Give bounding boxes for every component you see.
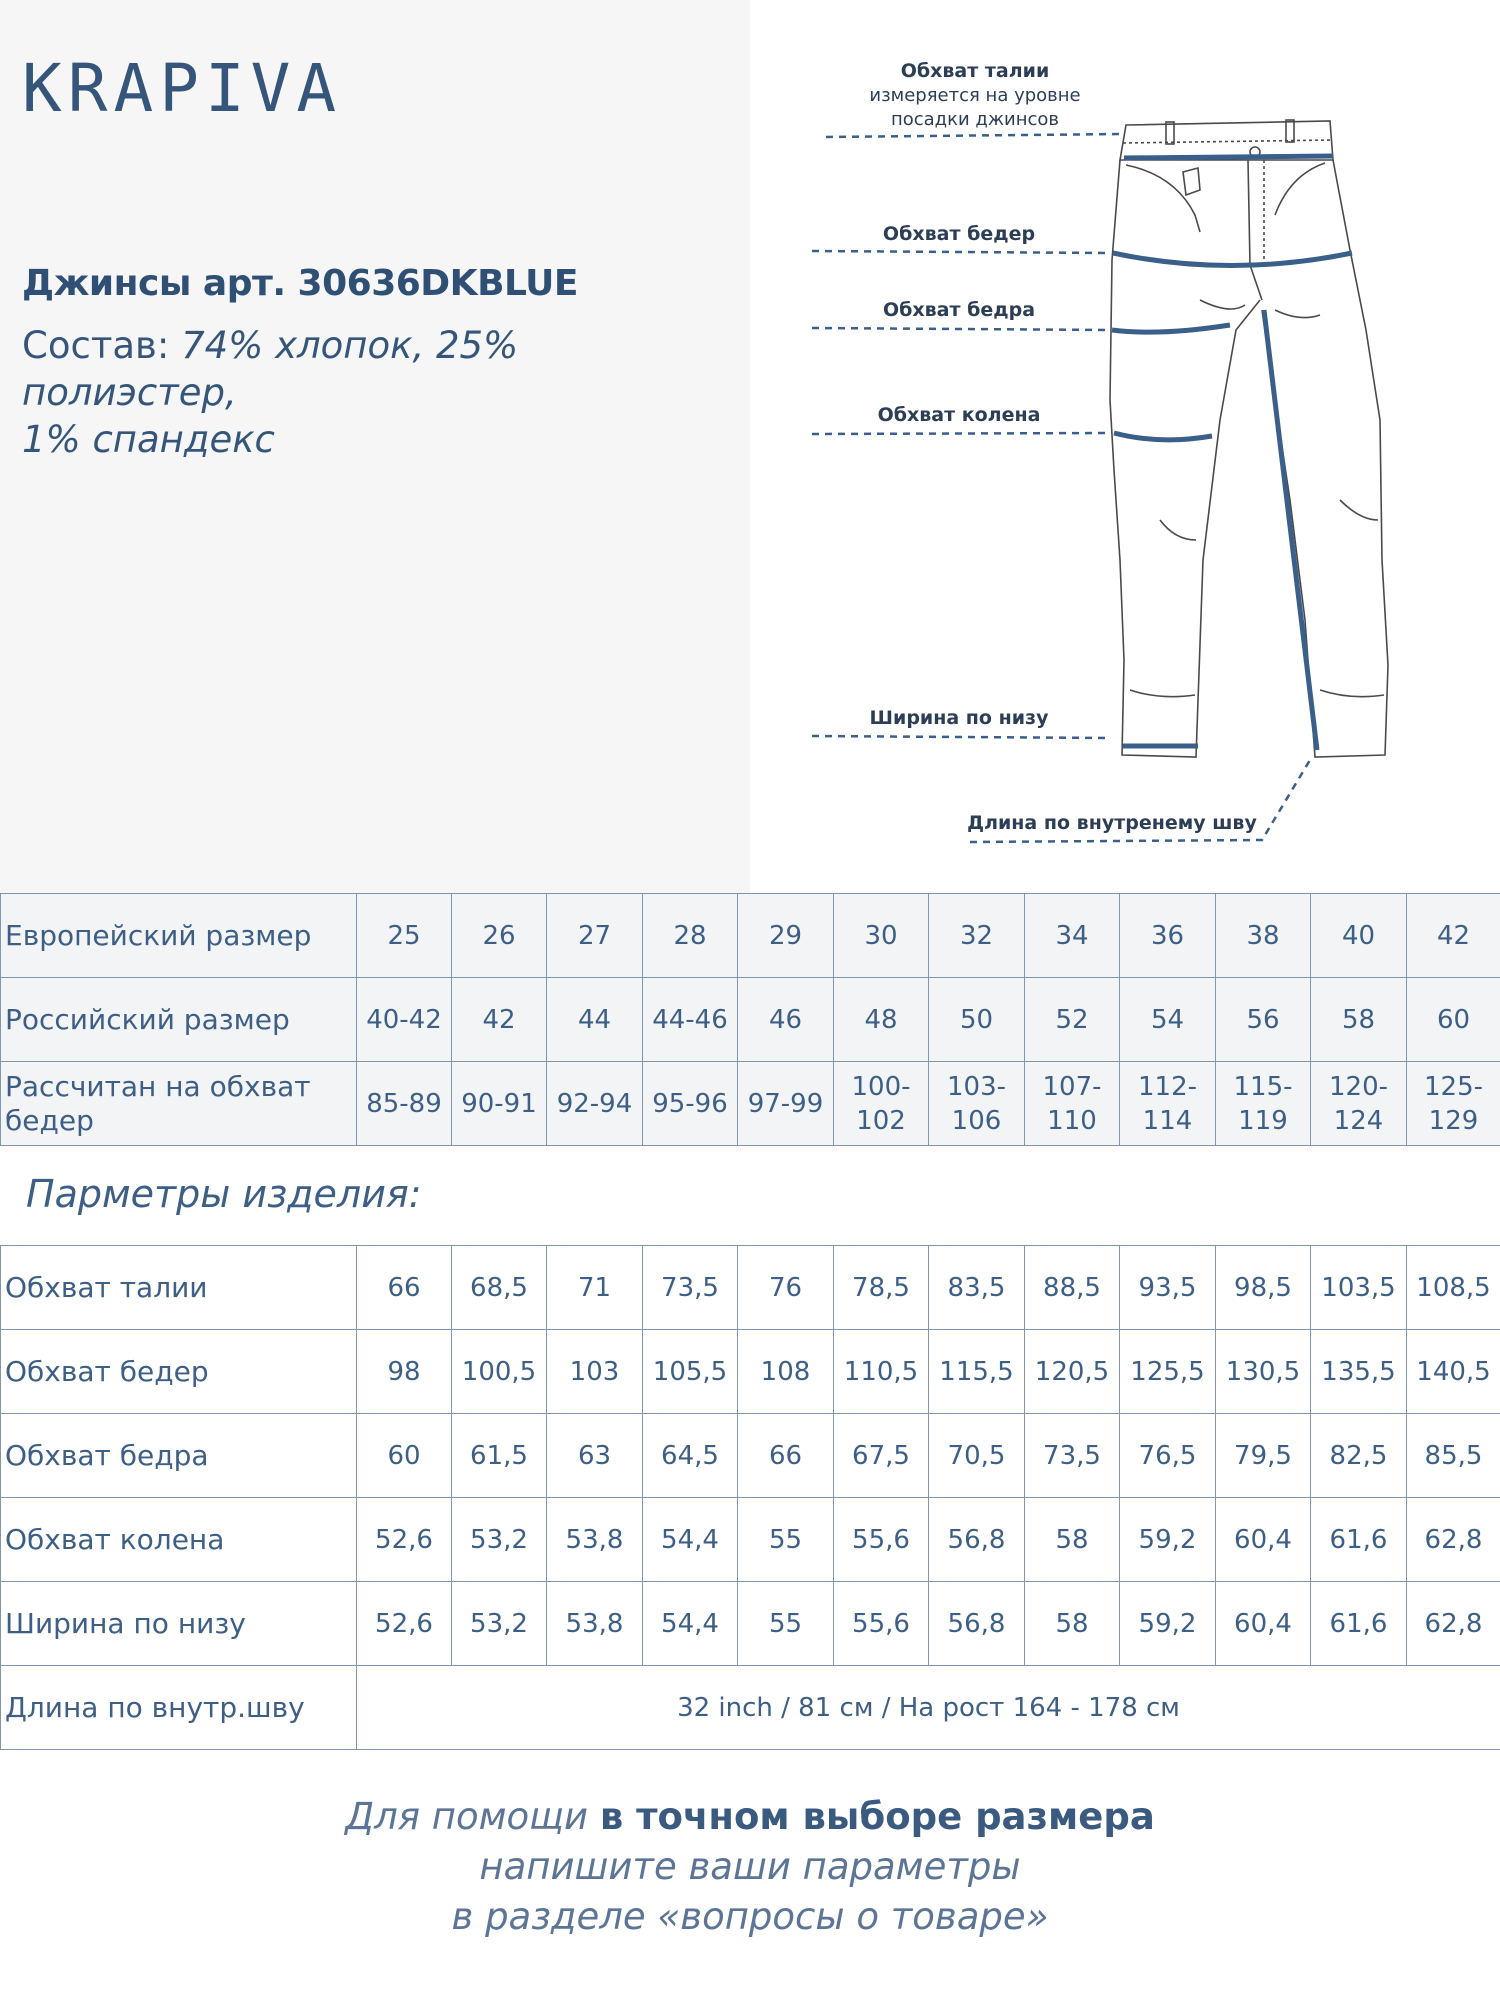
table-cell: 60 — [1407, 978, 1500, 1062]
table-cell: 42 — [1407, 894, 1500, 978]
table-cell: 66 — [357, 1246, 452, 1330]
table-cell: 120-124 — [1311, 1062, 1407, 1146]
table-cell: 25 — [357, 894, 452, 978]
params-heading: Парметры изделия: — [26, 1172, 422, 1216]
product-composition — [22, 322, 722, 463]
brand-logo: KRAPIVA — [22, 50, 343, 127]
table-cell: 110,5 — [834, 1330, 929, 1414]
table-cell: 85,5 — [1407, 1414, 1500, 1498]
label-knee: Обхват колена — [877, 404, 1041, 426]
table-cell: 44 — [547, 978, 643, 1062]
table-cell: 61,6 — [1311, 1498, 1407, 1582]
table-cell: 27 — [547, 894, 643, 978]
size-row — [1, 978, 1500, 1062]
table-cell: 95-96 — [643, 1062, 738, 1146]
table-cell: 130,5 — [1216, 1330, 1311, 1414]
row-label: Рассчитан на обхват бедер — [1, 1062, 357, 1146]
param-row — [1, 1246, 1500, 1330]
table-cell: 78,5 — [834, 1246, 929, 1330]
table-cell: 140,5 — [1407, 1330, 1500, 1414]
table-cell: 83,5 — [929, 1246, 1025, 1330]
table-cell: 103-106 — [929, 1062, 1025, 1146]
row-label: Ширина по низу — [1, 1582, 357, 1666]
row-label: Обхват бедра — [1, 1414, 357, 1498]
product-title: Джинсы арт. 30636DKBLUE — [22, 263, 578, 304]
row-label: Обхват талии — [1, 1246, 357, 1330]
table-cell: 52,6 — [357, 1582, 452, 1666]
table-cell: 60,4 — [1216, 1498, 1311, 1582]
table-cell: 79,5 — [1216, 1414, 1311, 1498]
inseam-row — [1, 1666, 1500, 1750]
table-cell: 32 — [929, 894, 1025, 978]
table-cell: 64,5 — [643, 1414, 738, 1498]
table-cell: 56 — [1216, 978, 1311, 1062]
table-cell: 53,8 — [547, 1498, 643, 1582]
hips-measure-line — [1113, 253, 1352, 266]
table-cell: 53,2 — [452, 1498, 547, 1582]
table-cell: 38 — [1216, 894, 1311, 978]
table-cell: 50 — [929, 978, 1025, 1062]
table-cell: 67,5 — [834, 1414, 929, 1498]
table-cell: 73,5 — [1025, 1414, 1120, 1498]
table-cell: 100-102 — [834, 1062, 929, 1146]
knee-measure-line — [1114, 433, 1212, 440]
composition-line1: 74% хлопок, 25% полиэстер, — [22, 324, 519, 414]
table-cell: 61,5 — [452, 1414, 547, 1498]
table-cell: 115,5 — [929, 1330, 1025, 1414]
table-cell: 66 — [738, 1414, 834, 1498]
table-cell: 108 — [738, 1330, 834, 1414]
label-hips: Обхват бедер — [882, 223, 1036, 245]
table-cell: 42 — [452, 978, 547, 1062]
waist-measure-line — [1124, 156, 1333, 158]
table-cell: 53,8 — [547, 1582, 643, 1666]
param-row — [1, 1582, 1500, 1666]
jeans-measurement-diagram — [790, 40, 1500, 870]
row-label: Обхват бедер — [1, 1330, 357, 1414]
table-cell: 93,5 — [1120, 1246, 1216, 1330]
table-cell: 46 — [738, 978, 834, 1062]
table-cell: 40 — [1311, 894, 1407, 978]
table-cell: 34 — [1025, 894, 1120, 978]
table-cell: 60 — [357, 1414, 452, 1498]
table-cell: 120,5 — [1025, 1330, 1120, 1414]
table-cell: 100,5 — [452, 1330, 547, 1414]
table-cell: 28 — [643, 894, 738, 978]
inseam-value: 32 inch / 81 см / На рост 164 - 178 см — [357, 1666, 1500, 1750]
table-cell: 97-99 — [738, 1062, 834, 1146]
table-cell: 54 — [1120, 978, 1216, 1062]
table-cell: 55 — [738, 1582, 834, 1666]
size-conversion-table — [0, 893, 1500, 1146]
table-cell: 88,5 — [1025, 1246, 1120, 1330]
label-thigh: Обхват бедра — [882, 299, 1036, 321]
table-cell: 56,8 — [929, 1582, 1025, 1666]
param-row — [1, 1414, 1500, 1498]
table-cell: 70,5 — [929, 1414, 1025, 1498]
table-cell: 63 — [547, 1414, 643, 1498]
table-cell: 26 — [452, 894, 547, 978]
table-cell: 105,5 — [643, 1330, 738, 1414]
row-label: Европейский размер — [1, 894, 357, 978]
table-cell: 76 — [738, 1246, 834, 1330]
help-line-2: напишите ваши параметры — [479, 1845, 1021, 1888]
table-cell: 58 — [1311, 978, 1407, 1062]
table-cell: 112-114 — [1120, 1062, 1216, 1146]
table-cell: 53,2 — [452, 1582, 547, 1666]
table-cell: 60,4 — [1216, 1582, 1311, 1666]
table-cell: 55,6 — [834, 1498, 929, 1582]
table-cell: 52 — [1025, 978, 1120, 1062]
help-line-3: в разделе «вопросы о товаре» — [451, 1895, 1049, 1938]
inseam-label: Длина по внутр.шву — [1, 1666, 357, 1750]
table-cell: 55,6 — [834, 1582, 929, 1666]
table-cell: 30 — [834, 894, 929, 978]
label-hem: Ширина по низу — [869, 707, 1049, 729]
help-line-1 — [0, 1795, 1500, 1838]
measurement-lines — [1112, 156, 1352, 750]
table-cell: 59,2 — [1120, 1498, 1216, 1582]
table-cell: 52,6 — [357, 1498, 452, 1582]
table-cell: 92-94 — [547, 1062, 643, 1146]
table-cell: 59,2 — [1120, 1582, 1216, 1666]
table-cell: 40-42 — [357, 978, 452, 1062]
table-cell: 48 — [834, 978, 929, 1062]
table-cell: 85-89 — [357, 1062, 452, 1146]
label-waist: Обхват талии — [900, 60, 1050, 82]
label-waist-note-1: измеряется на уровне — [869, 85, 1081, 106]
table-cell: 98,5 — [1216, 1246, 1311, 1330]
table-cell: 108,5 — [1407, 1246, 1500, 1330]
table-cell: 125,5 — [1120, 1330, 1216, 1414]
composition-label: Состав: — [22, 324, 170, 367]
table-cell: 73,5 — [643, 1246, 738, 1330]
table-cell: 82,5 — [1311, 1414, 1407, 1498]
table-cell: 107-110 — [1025, 1062, 1120, 1146]
table-cell: 61,6 — [1311, 1582, 1407, 1666]
table-cell: 103,5 — [1311, 1246, 1407, 1330]
table-cell: 62,8 — [1407, 1498, 1500, 1582]
thigh-measure-line — [1112, 325, 1230, 332]
table-cell: 55 — [738, 1498, 834, 1582]
label-waist-note-2: посадки джинсов — [890, 109, 1060, 130]
table-cell: 58 — [1025, 1498, 1120, 1582]
table-cell: 54,4 — [643, 1582, 738, 1666]
table-cell: 56,8 — [929, 1498, 1025, 1582]
garment-parameters-table — [0, 1245, 1500, 1750]
param-row — [1, 1498, 1500, 1582]
table-cell: 29 — [738, 894, 834, 978]
help-line-1-bold: в точном выборе размера — [599, 1795, 1155, 1838]
table-cell: 125-129 — [1407, 1062, 1500, 1146]
table-cell: 103 — [547, 1330, 643, 1414]
label-inseam: Длина по внутренему шву — [967, 812, 1257, 834]
table-cell: 44-46 — [643, 978, 738, 1062]
table-cell: 68,5 — [452, 1246, 547, 1330]
table-cell: 76,5 — [1120, 1414, 1216, 1498]
table-cell: 62,8 — [1407, 1582, 1500, 1666]
row-label: Обхват колена — [1, 1498, 357, 1582]
size-row — [1, 894, 1500, 978]
inseam-measure-line — [1264, 310, 1317, 750]
table-cell: 135,5 — [1311, 1330, 1407, 1414]
table-cell: 115-119 — [1216, 1062, 1311, 1146]
table-cell: 58 — [1025, 1582, 1120, 1666]
size-row — [1, 1062, 1500, 1146]
composition-line2: 1% спандекс — [22, 418, 275, 461]
table-cell: 54,4 — [643, 1498, 738, 1582]
table-cell: 98 — [357, 1330, 452, 1414]
param-row — [1, 1330, 1500, 1414]
table-cell: 71 — [547, 1246, 643, 1330]
row-label: Российский размер — [1, 978, 357, 1062]
table-cell: 36 — [1120, 894, 1216, 978]
table-cell: 90-91 — [452, 1062, 547, 1146]
help-line-1-prefix: Для помощи — [345, 1795, 600, 1838]
